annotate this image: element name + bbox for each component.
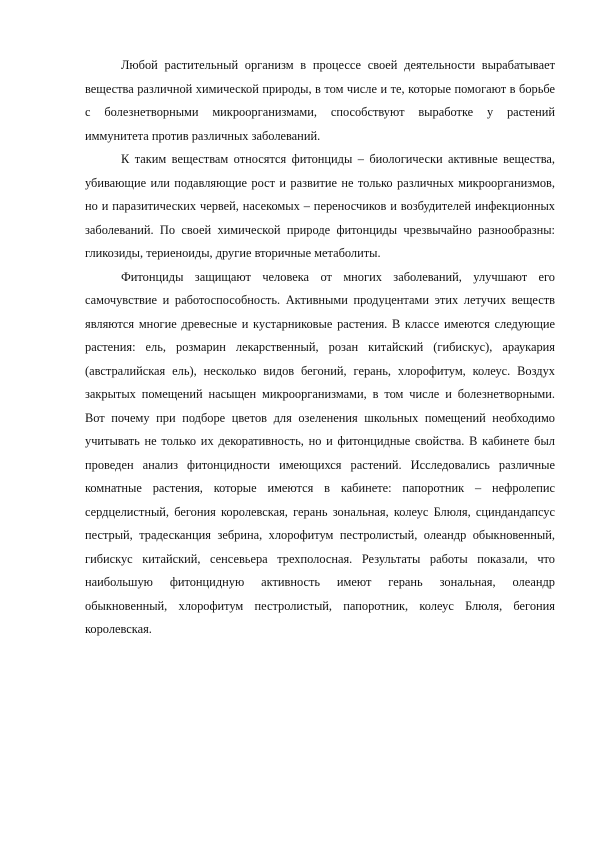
- paragraph-classroom-analysis: Фитонциды защищают человека от многих заболеваний, улучшают его самочувствие и работоспособность. Активными продуцентами этих летучих веществ являются многие древесные и кустарниковые растения. В классе имеются следующие растения: ель, розмарин лекарственный, розан китайский (гибискус), араукария (австралийская ель), несколько видов бегоний, герань, хлорофитум, колеус. Воздух закрытых помещений насыщен микроорганизмами, в том числе и болезнетворными. Вот почему при подборе цветов для озеленения школьных помещений необходимо учитывать не только их декоративность, но и фитонцидные свойства. В кабинете был проведен анализ фитонцидности имеющихся растений. Исследовались различные комнатные растения, которые имеются в кабинете: папоротник – нефролепис сердцелистный, бегония королевская, герань зональная, колеус Блюля, сциндандапсус пестрый, традесканция зебрина, хлорофитум пестролистый, олеандр обыкновенный, гибискус китайский, сенсевьера трехполосная. Результаты работы показали, что наибольшую фитонцидную активность имеют герань зональная, олеандр обыкновенный, хлорофитум пестролистый, папоротник, колеус Блюля, бегония королевская.: [85, 269, 555, 636]
- paragraph-intro: Любой растительный организм в процессе своей деятельности вырабатывает вещества различной химической природы, в том числе и те, которые помогают в борьбе с болезнетворными микроорганизмами, способствуют выработке у растений иммунитета против различных заболеваний.: [85, 58, 555, 143]
- document-body: [85, 54, 555, 642]
- paragraph-phytoncides-definition: К таким веществам относятся фитонциды – биологически активные вещества, убивающие или подавляющие рост и развитие не только различных микроорганизмов, но и паразитических червей, насекомых – переносчиков и возбудителей инфекционных заболеваний. По своей химической природе фитонциды чрезвычайно разнообразны: гликозиды, териеноиды, другие вторичные метаболиты.: [85, 152, 555, 260]
